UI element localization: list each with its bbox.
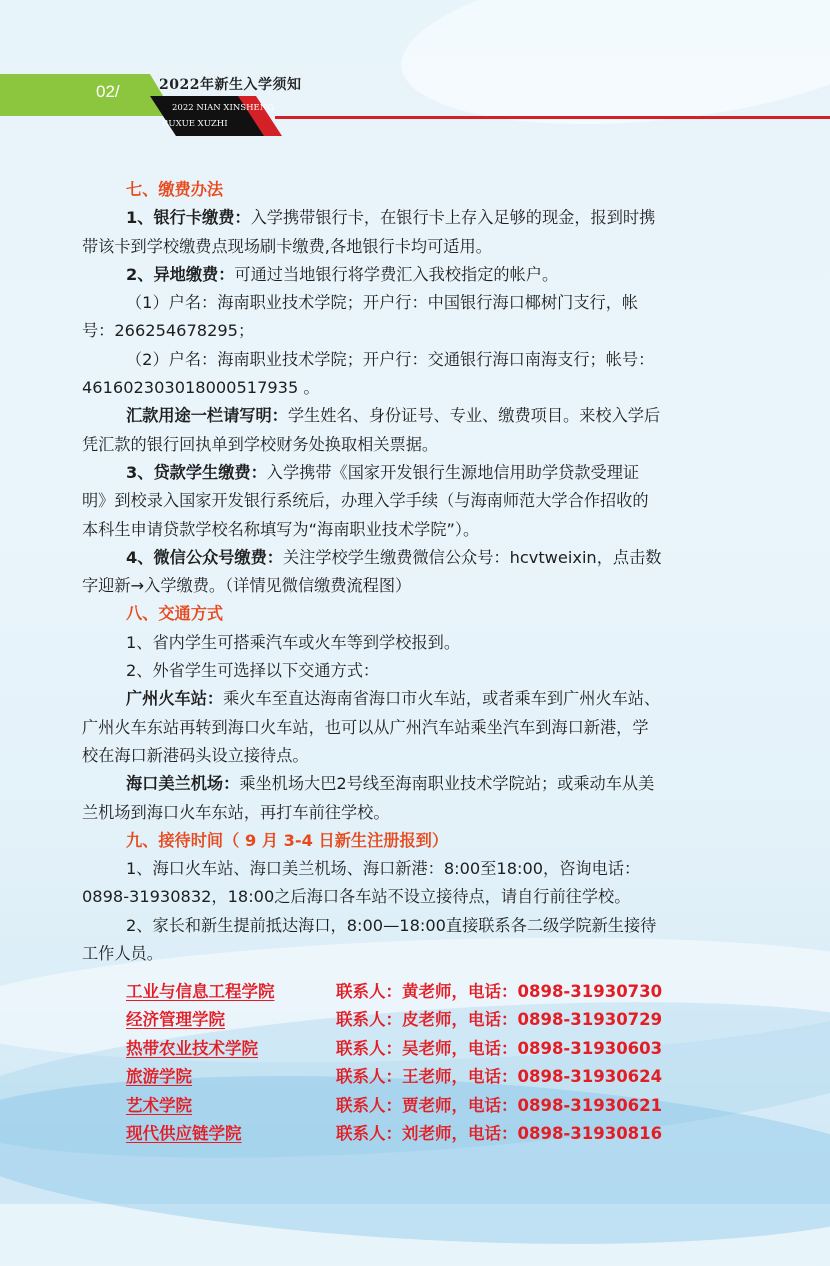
header-divider: [275, 116, 830, 119]
transport-item-2: 2、外省学生可选择以下交通方式：: [126, 661, 380, 681]
paragraph-line: 广州火车东站再转到海口火车站，也可以从广州汽车站乘坐汽车到海口新港，学: [82, 717, 649, 737]
college-name: 热带农业技术学院: [126, 1038, 258, 1058]
paragraph-line: 校在海口新港码头设立接待点。: [82, 745, 309, 765]
paragraph-wechat: [82, 544, 762, 572]
reception-item-2: 2、家长和新生提前抵达海口，8:00—18:00直接联系各二级学院新生接待: [126, 915, 657, 935]
account-2-line2: 461602303018000517935 。: [82, 378, 320, 398]
paragraph-remote: [82, 261, 762, 289]
contact-info: 联系人：贾老师，电话：0898-31930621: [336, 1095, 663, 1115]
section-heading-transport: 八、交通方式: [126, 604, 224, 624]
college-name: 现代供应链学院: [126, 1123, 242, 1143]
contact-info: 联系人：刘老师，电话：0898-31930816: [336, 1123, 663, 1143]
reception-item-1-cont: 0898-31930832，18:00之后海口各车站不设立接待点，请自行前往学校。: [82, 887, 631, 907]
college-name: 工业与信息工程学院: [126, 982, 275, 1001]
remote-label: 2、异地缴费：: [126, 264, 235, 284]
reception-item-2-cont: 工作人员。: [82, 944, 163, 964]
paragraph-line: 兰机场到海口火车东站，再打车前往学校。: [82, 802, 390, 822]
section-heading-payment: 七、缴费办法: [126, 180, 224, 199]
paragraph-line: 明》到校录入国家开发银行系统后，办理入学手续（与海南师范大学合作招收的: [82, 491, 649, 511]
contact-info: 联系人：王老师，电话：0898-31930624: [336, 1067, 663, 1087]
loan-text: 入学携带《国家开发银行生源地信用助学贷款受理证: [266, 462, 640, 482]
wechat-text: 关注学校学生缴费微信公众号：hcvtweixin，点击数: [282, 547, 662, 567]
page-number: 02/: [96, 82, 120, 101]
remit-label: 汇款用途一栏请写明：: [126, 406, 288, 426]
bank-card-text: 入学携带银行卡，在银行卡上存入足够的现金，报到时携: [250, 208, 656, 228]
contact-row: [126, 1063, 662, 1091]
transport-item-1: 1、省内学生可搭乘汽车或火车等到学校报到。: [126, 632, 461, 652]
bank-card-label: 1、银行卡缴费：: [126, 208, 251, 228]
contact-info: 联系人：皮老师，电话：0898-31930729: [336, 1010, 663, 1030]
contact-info: 联系人：吴老师，电话：0898-31930603: [336, 1038, 663, 1058]
remit-text: 学生姓名、身份证号、专业、缴费项目。来校入学后: [287, 406, 661, 426]
contact-info: 联系人：黄老师，电话：0898-31930730: [336, 982, 663, 1001]
college-name: 经济管理学院: [126, 1010, 225, 1030]
contact-row: [126, 1006, 662, 1034]
paragraph-line: 带该卡到学校缴费点现场刷卡缴费,各地银行卡均可适用。: [82, 236, 492, 256]
header-subtitle-line1: 2022 NIAN XINSHENG: [172, 103, 274, 113]
account-1-line2: 号：266254678295；: [82, 321, 255, 341]
account-2-line1: （2）户名：海南职业技术学院；开户行：交通银行海口南海支行；帐号：: [126, 349, 655, 369]
paragraph-loan: [82, 459, 762, 487]
contact-row: [126, 1035, 662, 1063]
contact-row: [126, 1120, 662, 1148]
paragraph-guangzhou: [82, 685, 762, 713]
main-content: [82, 176, 762, 968]
remote-text: 可通过当地银行将学费汇入我校指定的帐户。: [234, 264, 559, 284]
airport-label: 海口美兰机场：: [126, 774, 240, 794]
header-subtitle-line2: RUXUE XUZHI: [162, 119, 228, 129]
paragraph-line: 凭汇款的银行回执单到学校财务处换取相关票据。: [82, 434, 439, 454]
contact-row: [126, 1092, 662, 1120]
contact-list: [126, 978, 662, 1148]
account-1-line1: （1）户名：海南职业技术学院；开户行：中国银行海口椰树门支行，帐: [126, 293, 639, 313]
guangzhou-label: 广州火车站：: [126, 689, 224, 709]
college-name: 艺术学院: [126, 1095, 192, 1115]
paragraph-remit: [82, 402, 762, 430]
contact-row: [126, 978, 662, 1006]
page-number-tab: [0, 74, 175, 116]
reception-item-1: 1、海口火车站、海口美兰机场、海口新港：8:00至18:00，咨询电话：: [126, 859, 641, 879]
section-heading-reception: 九、接待时间（ 9 月 3-4 日新生注册报到）: [126, 830, 449, 850]
header-title: 2022年新生入学须知: [159, 77, 302, 93]
paragraph-bank-card: [82, 204, 762, 232]
guangzhou-text: 乘火车至直达海南省海口市火车站，或者乘车到广州火车站、: [223, 689, 661, 709]
paragraph-line: 字迎新→入学缴费。（详情见微信缴费流程图）: [82, 576, 412, 596]
wechat-label: 4、微信公众号缴费：: [126, 547, 283, 567]
paragraph-airport: [82, 770, 762, 798]
airport-text: 乘坐机场大巴2号线至海南职业技术学院站；或乘动车从美: [239, 774, 655, 794]
loan-label: 3、贷款学生缴费：: [126, 462, 267, 482]
page-header: [0, 0, 830, 160]
college-name: 旅游学院: [126, 1067, 192, 1087]
paragraph-line: 本科生申请贷款学校名称填写为“海南职业技术学院”）。: [82, 519, 480, 539]
